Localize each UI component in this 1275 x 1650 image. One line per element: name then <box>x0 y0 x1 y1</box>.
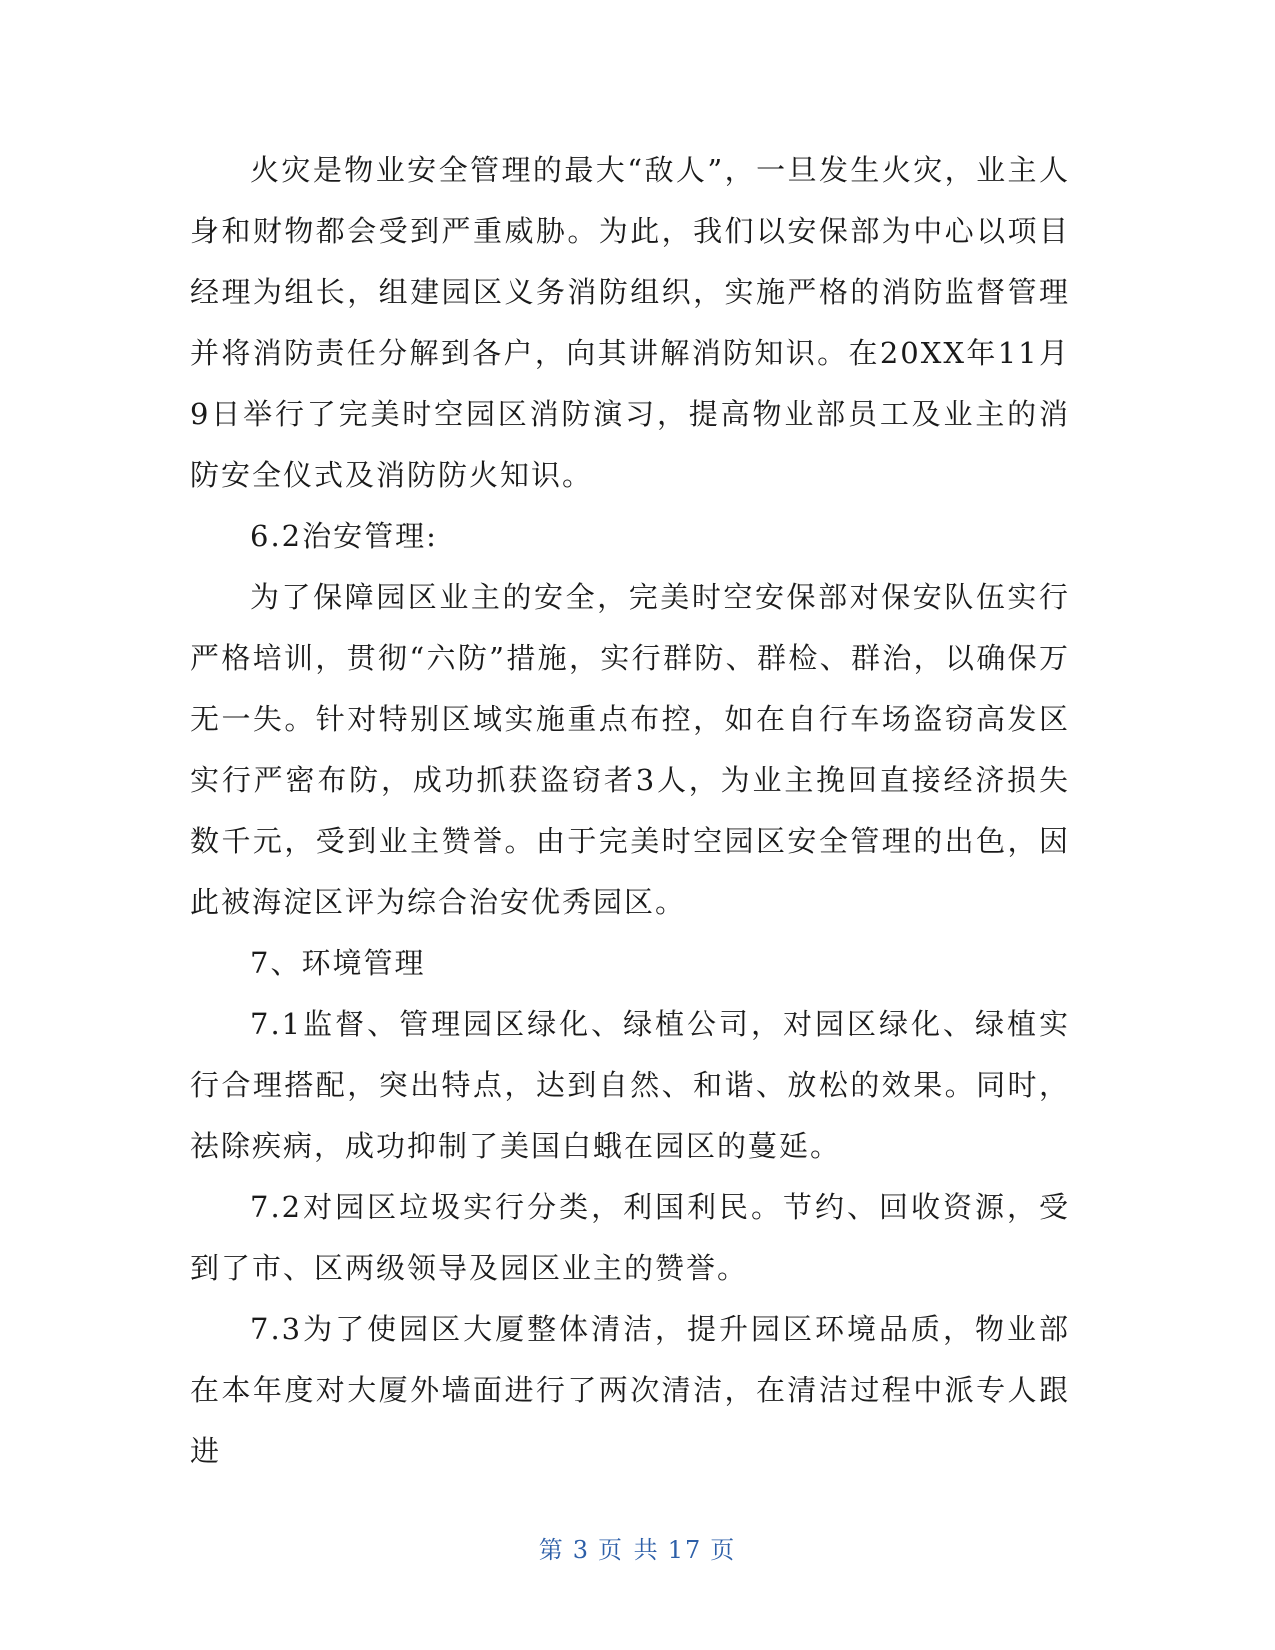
footer-suffix: 页 <box>710 1536 737 1564</box>
paragraph-public-security: 为了保障园区业主的安全，完美时空安保部对保安队伍实行严格培训，贯彻“六防”措施，实行群防、群检、群治，以确保万无一失。针对特别区域实施重点布控，如在自行车场盗窃高发区实行严密布防，成功抓获盗窃者3人，为业主挽回直接经济损失数千元，受到业主赞誉。由于完美时空园区安全管理的出色，因此被海淀区评为综合治安优秀园区。 <box>190 580 1070 919</box>
page-footer <box>0 1530 1275 1565</box>
paragraph-greening: 7.1监督、管理园区绿化、绿植公司，对园区绿化、绿植实行合理搭配，突出特点，达到自然、和谐、放松的效果。同时，祛除疾病，成功抑制了美国白蛾在园区的蔓延。 <box>190 1007 1070 1163</box>
footer-current-page: 3 <box>572 1536 591 1564</box>
footer-middle: 页 共 <box>598 1536 660 1564</box>
paragraph-building-cleaning: 7.3为了使园区大厦整体清洁，提升园区环境品质，物业部在本年度对大厦外墙面进行了两次清洁，在清洁过程中派专人跟进 <box>190 1312 1070 1468</box>
heading-public-security: 6.2治安管理: <box>250 519 438 553</box>
footer-prefix: 第 <box>538 1536 565 1564</box>
heading-environment-management: 7、环境管理 <box>250 946 426 980</box>
footer-total-pages: 17 <box>667 1536 703 1564</box>
paragraph-garbage-sorting: 7.2对园区垃圾实行分类，利国利民。节约、回收资源，受到了市、区两级领导及园区业主的赞誉。 <box>190 1190 1070 1285</box>
document-body <box>190 140 1070 1482</box>
paragraph-fire-safety: 火灾是物业安全管理的最大“敌人”，一旦发生火灾，业主人身和财物都会受到严重威胁。为此，我们以安保部为中心以项目经理为组长，组建园区义务消防组织，实施严格的消防监督管理并将消防责任分解到各户，向其讲解消防知识。在20XX年11月9日举行了完美时空园区消防演习，提高物业部员工及业主的消防安全仪式及消防防火知识。 <box>190 153 1070 492</box>
